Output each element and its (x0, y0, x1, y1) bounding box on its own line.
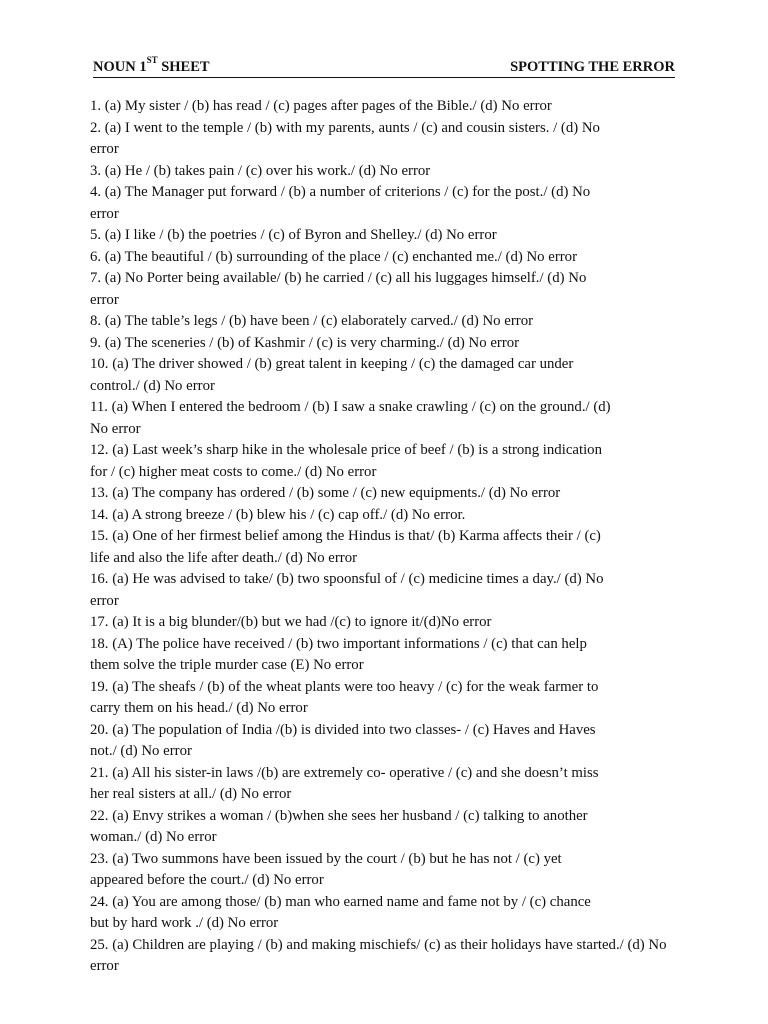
question-line: 10. (a) The driver showed / (b) great talent in keeping / (c) the damaged car under (90, 356, 574, 372)
question-item (90, 182, 685, 225)
question-line: 8. (a) The table’s legs / (b) have been / (c) elaborately carved./ (d) No error (90, 313, 534, 329)
question-line: not./ (d) No error (90, 743, 192, 759)
question-line: 12. (a) Last week’s sharp hike in the wholesale price of beef / (b) is a strong indication (90, 442, 602, 458)
question-line: 16. (a) He was advised to take/ (b) two spoonsful of / (c) medicine times a day./ (d) No (90, 571, 604, 587)
question-line: error (90, 291, 119, 308)
question-line: 20. (a) The population of India /(b) is divided into two classes- / (c) Haves and Haves (90, 721, 596, 738)
question-line: 1. (a) My sister / (b) has read / (c) pages after pages of the Bible./ (d) No error (90, 98, 552, 114)
question-item (90, 849, 685, 892)
sheet-title-end: SHEET (157, 59, 210, 75)
question-line: 18. (A) The police have received / (b) two important informations / (c) that can help (90, 635, 587, 652)
question-item (90, 677, 685, 720)
question-item (90, 763, 685, 806)
question-line: but by hard work ./ (d) No error (90, 915, 279, 931)
question-list (90, 96, 685, 978)
question-line: woman./ (d) No error (90, 829, 217, 845)
question-line: 13. (a) The company has ordered / (b) some / (c) new equipments./ (d) No error (90, 485, 561, 501)
question-item (90, 935, 685, 978)
question-line: carry them on his head./ (d) No error (90, 700, 308, 716)
question-line: 11. (a) When I entered the bedroom / (b) I saw a snake crawling / (c) on the ground./ (d) (90, 399, 611, 415)
question-line: No error (90, 420, 141, 437)
question-item (90, 311, 685, 333)
question-line: 15. (a) One of her firmest belief among the Hindus is that/ (b) Karma affects their / (c) (90, 528, 601, 544)
question-item (90, 397, 685, 440)
question-item (90, 118, 685, 161)
question-item (90, 505, 685, 527)
question-item (90, 247, 685, 269)
question-item (90, 225, 685, 247)
question-line: 14. (a) A strong breeze / (b) blew his / (c) cap off./ (d) No error. (90, 506, 466, 523)
sheet-title-superscript: ST (146, 55, 158, 66)
question-item (90, 161, 685, 183)
question-line: appeared before the court./ (d) No error (90, 872, 324, 888)
question-line: 4. (a) The Manager put forward / (b) a number of criterions / (c) for the post./ (d) No (90, 184, 591, 200)
question-line: 22. (a) Envy strikes a woman / (b)when she sees her husband / (c) talking to another (90, 807, 588, 824)
question-item (90, 483, 685, 505)
question-line: error (90, 958, 119, 974)
question-line: error (90, 141, 119, 157)
question-item (90, 569, 685, 612)
question-line: error (90, 205, 119, 222)
question-item (90, 96, 685, 118)
question-line: her real sisters at all./ (d) No error (90, 786, 292, 802)
question-item (90, 526, 685, 569)
question-line: 6. (a) The beautiful / (b) surrounding of the place / (c) enchanted me./ (d) No error (90, 248, 578, 265)
question-line: 9. (a) The sceneries / (b) of Kashmir / (c) is very charming./ (d) No error (90, 334, 520, 351)
question-item (90, 806, 685, 849)
question-line: 2. (a) I went to the temple / (b) with my parents, aunts / (c) and cousin sisters. / (d) No (90, 119, 600, 136)
question-item (90, 634, 685, 677)
question-line: 17. (a) It is a big blunder/(b) but we had /(c) to ignore it/(d)No error (90, 614, 492, 630)
question-line: 3. (a) He / (b) takes pain / (c) over his work./ (d) No error (90, 162, 431, 179)
question-line: 5. (a) I like / (b) the poetries / (c) of Byron and Shelley./ (d) No error (90, 227, 497, 243)
question-item (90, 892, 685, 935)
sheet-subtitle: SPOTTING THE ERROR (510, 59, 675, 75)
question-item (90, 440, 685, 483)
sheet-title-main: NOUN 1 (93, 59, 147, 75)
question-line: life and also the life after death./ (d) No error (90, 549, 358, 566)
question-item (90, 720, 685, 763)
question-item (90, 354, 685, 397)
question-line: 7. (a) No Porter being available/ (b) he carried / (c) all his luggages himself./ (d) No (90, 270, 587, 286)
question-line: error (90, 592, 119, 609)
question-line: 19. (a) The sheafs / (b) of the wheat plants were too heavy / (c) for the weak farmer to (90, 678, 599, 695)
question-item (90, 268, 685, 311)
question-line: control./ (d) No error (90, 377, 215, 394)
question-item (90, 333, 685, 355)
question-line: 25. (a) Children are playing / (b) and making mischiefs/ (c) as their holidays have started./ (d) No (90, 936, 667, 953)
sheet-title (93, 57, 210, 77)
question-item (90, 612, 685, 634)
question-line: 23. (a) Two summons have been issued by the court / (b) but he has not / (c) yet (90, 850, 562, 867)
question-line: 21. (a) All his sister-in laws /(b) are extremely co- operative / (c) and she doesn’t miss (90, 764, 599, 781)
question-line: 24. (a) You are among those/ (b) man who earned name and fame not by / (c) chance (90, 893, 591, 910)
sheet-header (93, 57, 675, 78)
question-line: for / (c) higher meat costs to come./ (d) No error (90, 463, 377, 480)
question-line: them solve the triple murder case (E) No error (90, 657, 364, 673)
